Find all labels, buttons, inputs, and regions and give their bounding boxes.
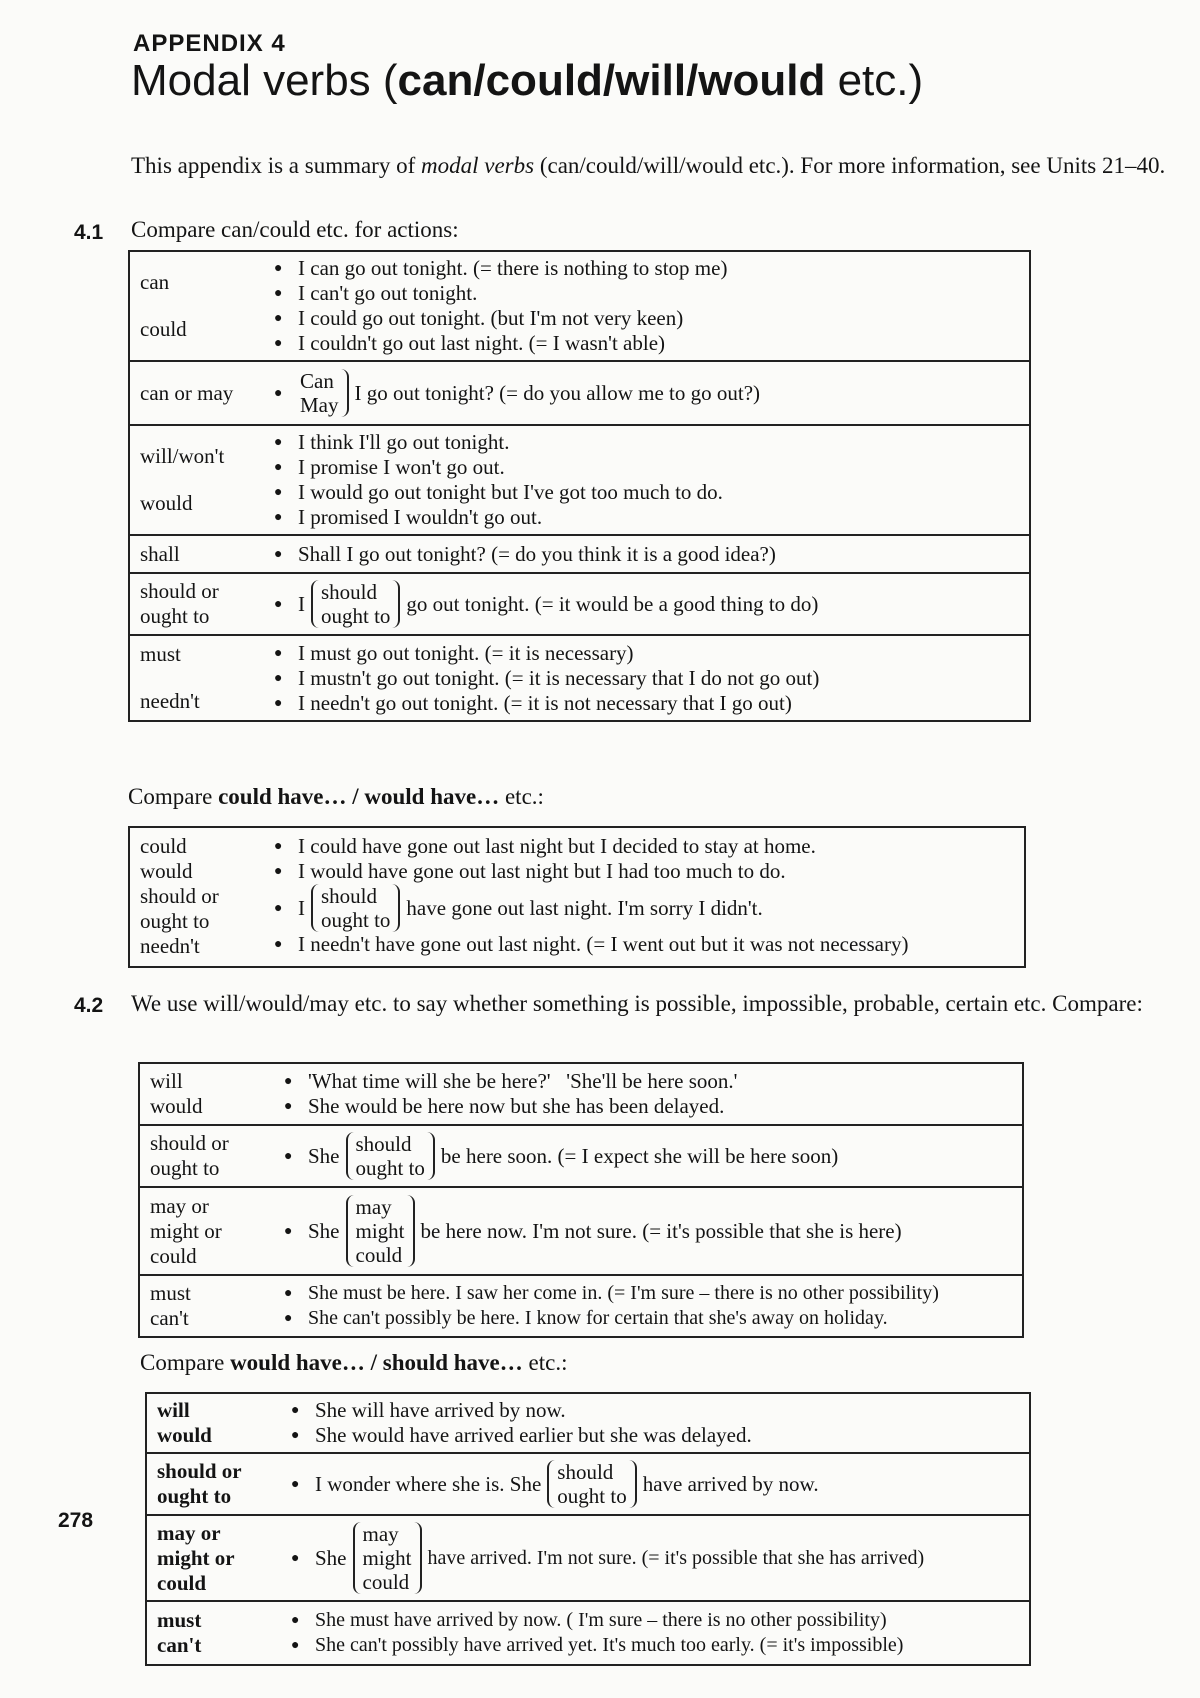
bullet-icon: ● (274, 864, 283, 879)
brace-option: ought to (355, 1156, 425, 1180)
intro-part2: (can/could/will/would etc.). For more information, see Units 21–40. (534, 153, 1166, 178)
example-text: She must have arrived by now. ( I'm sure – there is no other possibility) (315, 1609, 887, 1631)
bullet-icon: ● (274, 695, 283, 711)
example-line (274, 932, 1016, 957)
label-line: can't (150, 1306, 189, 1330)
table-actions (128, 250, 1031, 722)
bullet-icon: ● (274, 460, 283, 475)
example-text: I wonder where she is. She (315, 1471, 542, 1496)
row-examples (266, 635, 1030, 721)
table-row (146, 1393, 1030, 1453)
bullet-icon: ● (274, 546, 283, 562)
bullet-icon: ● (291, 1403, 300, 1418)
example-line (274, 480, 1021, 505)
example-text: have gone out last night. I'm sorry I didn't. (406, 895, 763, 920)
bullet-icon: ● (274, 670, 283, 686)
intro-italic: modal verbs (421, 153, 535, 178)
table-row (146, 1515, 1030, 1601)
row-label (129, 573, 266, 635)
example-text: She (308, 1143, 340, 1168)
row-label (146, 1393, 283, 1453)
example-line (291, 1460, 1021, 1508)
intro-paragraph (131, 150, 1191, 182)
bullet-icon: ● (274, 435, 283, 450)
appendix-label: APPENDIX 4 (133, 30, 286, 57)
example-text: 'What time will she be here?' 'She'll be here soon.' (308, 1069, 738, 1093)
label-line: ought to (157, 1484, 232, 1508)
table-row (129, 535, 1030, 573)
table-row (139, 1275, 1023, 1337)
section-heading-4-2: We use will/would/may etc. to say whether something is possible, impossible, probable, certain etc. Compare: (131, 991, 1143, 1016)
table-row (129, 827, 1025, 967)
example-text: I would go out tonight but I've got too much to do. (298, 480, 723, 504)
label-line: ought to (150, 1156, 220, 1180)
example-line (284, 1306, 1014, 1331)
table-row (146, 1453, 1030, 1515)
table-row (146, 1601, 1030, 1665)
bullet-icon: ● (274, 645, 283, 661)
bullet-icon: ● (274, 286, 283, 301)
brace-option: may (362, 1522, 399, 1546)
example-text: She will have arrived by now. (315, 1398, 566, 1422)
compare-suffix: etc.: (499, 784, 544, 809)
bullet-icon: ● (274, 485, 283, 500)
bullet-icon: ● (274, 261, 283, 276)
row-examples (283, 1601, 1030, 1665)
section-heading-4-1: Compare can/could etc. for actions: (131, 217, 459, 242)
bullet-icon: ● (274, 510, 283, 525)
example-line (284, 1094, 1014, 1119)
table-row (129, 425, 1030, 535)
compare-heading-1 (128, 784, 544, 810)
example-line (274, 691, 1021, 716)
brace-options (311, 580, 400, 628)
row-label (139, 1275, 276, 1337)
title-bold: can/could/will/would (397, 56, 826, 105)
label-line: must (140, 642, 181, 666)
example-text: I go out tonight? (= do you allow me to go out?) (354, 380, 761, 405)
example-line (274, 542, 1021, 567)
page-title (131, 56, 923, 106)
brace-group (311, 580, 400, 628)
example-line (274, 505, 1021, 530)
brace-group (547, 1460, 636, 1508)
bullet-icon: ● (291, 1428, 300, 1443)
table-possibility (138, 1062, 1024, 1338)
bullet-icon: ● (291, 1476, 300, 1492)
brace-group (353, 1522, 422, 1594)
row-label (139, 1063, 276, 1125)
row-label (129, 535, 266, 573)
brace-group (298, 369, 349, 417)
row-label (129, 251, 266, 361)
brace-options (298, 369, 349, 417)
label-line: would (140, 491, 193, 515)
example-text: I (298, 591, 305, 616)
compare-prefix: Compare (140, 1350, 231, 1375)
brace-option: should (355, 1132, 412, 1156)
section-number-4-1: 4.1 (74, 221, 104, 244)
example-text: I can't go out tonight. (298, 281, 478, 305)
label-line: ought to (140, 604, 210, 628)
compare-bold: could have… / would have… (218, 784, 500, 809)
example-line (274, 256, 1021, 281)
bullet-icon: ● (274, 311, 283, 326)
brace-option: ought to (321, 604, 391, 628)
brace-option: should (321, 580, 378, 604)
example-line (284, 1195, 1014, 1267)
example-line (274, 884, 1016, 932)
row-examples (276, 1275, 1023, 1337)
example-line (274, 834, 1016, 859)
table-row (129, 573, 1030, 635)
brace-option: ought to (321, 908, 391, 932)
row-examples (276, 1125, 1023, 1187)
label-line: should or (140, 579, 219, 603)
label-line: could (150, 1243, 197, 1268)
brace-options (547, 1460, 636, 1508)
label-line: could (140, 834, 187, 858)
table-row (129, 361, 1030, 425)
row-label (146, 1515, 283, 1601)
example-line (274, 369, 1021, 417)
example-line (274, 666, 1021, 691)
row-examples (283, 1453, 1030, 1515)
label-line: must (150, 1281, 191, 1305)
example-line (291, 1398, 1021, 1423)
example-line (291, 1608, 1021, 1633)
label-line: would (157, 1423, 212, 1447)
compare-bold: would have… / should have… (230, 1350, 523, 1375)
example-line (274, 859, 1016, 884)
label-spacer (140, 667, 258, 689)
label-line: ought to (140, 909, 210, 933)
brace-options (311, 884, 400, 932)
bullet-icon: ● (291, 1613, 300, 1628)
bullet-icon: ● (274, 839, 283, 854)
row-examples (283, 1515, 1030, 1601)
row-examples (276, 1187, 1023, 1275)
row-examples (266, 535, 1030, 573)
brace-options (353, 1522, 422, 1594)
example-text: She can't possibly be here. I know for certain that she's away on holiday. (308, 1307, 888, 1329)
example-text: be here soon. (= I expect she will be here soon) (440, 1143, 839, 1168)
label-line: would (150, 1094, 203, 1118)
example-text: I can go out tonight. (= there is nothing to stop me) (298, 256, 728, 280)
title-suffix: etc.) (825, 56, 924, 105)
example-text: She must be here. I saw her come in. (= I'm sure – there is no other possibility) (308, 1282, 939, 1304)
label-line: will (150, 1069, 183, 1093)
row-label (139, 1125, 276, 1187)
example-line (274, 281, 1021, 306)
table-row (139, 1125, 1023, 1187)
label-line: may or (150, 1193, 209, 1218)
example-line (274, 430, 1021, 455)
brace-option: should (321, 884, 378, 908)
label-line: needn't (140, 689, 200, 713)
brace-option: may (355, 1195, 392, 1219)
brace-option: could (362, 1570, 410, 1594)
example-text: I couldn't go out last night. (= I wasn't able) (298, 331, 666, 355)
label-line: can (140, 270, 170, 294)
row-examples (266, 251, 1030, 361)
section-number-4-2: 4.2 (74, 994, 104, 1017)
example-line (284, 1281, 1014, 1306)
example-text: She would be here now but she has been delayed. (308, 1094, 725, 1118)
row-label (129, 827, 266, 967)
example-line (274, 306, 1021, 331)
table-row (129, 251, 1030, 361)
label-line: could (157, 1570, 207, 1595)
example-line (291, 1633, 1021, 1658)
label-line: will (157, 1398, 190, 1422)
intro-part1: This appendix is a summary of (131, 153, 422, 178)
example-line (274, 455, 1021, 480)
example-text: I promised I wouldn't go out. (298, 505, 543, 529)
example-text: I needn't have gone out last night. (= I went out but it was not necessary) (298, 932, 909, 956)
bullet-icon: ● (274, 385, 283, 401)
bullet-icon: ● (284, 1223, 293, 1239)
row-label (129, 635, 266, 721)
brace-options (346, 1132, 435, 1180)
label-line: would (140, 859, 193, 883)
example-text: go out tonight. (= it would be a good thing to do) (406, 591, 819, 616)
example-text: I must go out tonight. (= it is necessary) (298, 640, 634, 665)
row-examples (266, 361, 1030, 425)
example-text: She can't possibly have arrived yet. It's much too early. (= it's impossible) (315, 1634, 904, 1656)
bullet-icon: ● (284, 1286, 293, 1301)
label-line: may or (157, 1520, 221, 1545)
example-text: I mustn't go out tonight. (= it is necessary that I do not go out) (298, 665, 820, 690)
brace-option: should (557, 1460, 614, 1484)
table-row (139, 1063, 1023, 1125)
row-label (129, 361, 266, 425)
brace-option: might (355, 1219, 405, 1243)
brace-option: might (362, 1546, 412, 1570)
label-line: can't (157, 1633, 202, 1657)
brace-group (346, 1132, 435, 1180)
brace-option: May (300, 393, 339, 417)
bullet-icon: ● (291, 1638, 300, 1653)
label-spacer (140, 469, 258, 491)
bullet-icon: ● (284, 1311, 293, 1326)
brace-options (346, 1195, 415, 1267)
row-examples (283, 1393, 1030, 1453)
row-label (139, 1187, 276, 1275)
row-examples (266, 827, 1025, 967)
example-text: She would have arrived earlier but she was delayed. (315, 1423, 752, 1447)
row-examples (276, 1063, 1023, 1125)
label-line: might or (157, 1545, 235, 1570)
example-text: She (315, 1545, 347, 1570)
example-text: have arrived by now. (642, 1471, 819, 1496)
brace-group (346, 1195, 415, 1267)
example-text: Shall I go out tonight? (= do you think it is a good idea?) (298, 541, 776, 566)
bullet-icon: ● (284, 1099, 293, 1114)
example-line (284, 1132, 1014, 1180)
page-number: 278 (58, 1509, 94, 1532)
example-text: have arrived. I'm not sure. (= it's possible that she has arrived) (427, 1546, 925, 1569)
label-line: needn't (140, 934, 200, 958)
example-line (274, 641, 1021, 666)
example-text: I would have gone out last night but I had too much to do. (298, 859, 786, 883)
bullet-icon: ● (284, 1148, 293, 1164)
bullet-icon: ● (274, 596, 283, 612)
title-prefix: Modal verbs ( (131, 56, 398, 105)
table-row (129, 635, 1030, 721)
label-line: will/won't (140, 444, 225, 468)
label-line: shall (140, 541, 180, 566)
example-text: I could go out tonight. (but I'm not very keen) (298, 306, 684, 330)
table-would-have (145, 1392, 1031, 1666)
brace-option: could (355, 1243, 403, 1267)
label-line: should or (157, 1459, 242, 1483)
bullet-icon: ● (274, 900, 283, 916)
row-label (146, 1453, 283, 1515)
row-examples (266, 573, 1030, 635)
example-text: I think I'll go out tonight. (298, 430, 510, 454)
table-could-have (128, 826, 1026, 968)
bullet-icon: ● (274, 336, 283, 351)
example-text: I needn't go out tonight. (= it is not necessary that I go out) (298, 690, 792, 715)
label-line: might or (150, 1218, 222, 1243)
label-line: can or may (140, 380, 234, 405)
row-examples (266, 425, 1030, 535)
compare-prefix: Compare (128, 784, 219, 809)
example-line (291, 1423, 1021, 1448)
example-text: I (298, 895, 305, 920)
row-label (129, 425, 266, 535)
label-line: must (157, 1608, 202, 1632)
label-line: should or (150, 1131, 229, 1155)
example-line (274, 580, 1021, 628)
example-line (274, 331, 1021, 356)
example-line (284, 1069, 1014, 1094)
bullet-icon: ● (274, 937, 283, 952)
compare-heading-2 (140, 1350, 567, 1376)
example-text: be here now. I'm not sure. (= it's possible that she is here) (420, 1218, 902, 1243)
brace-option: ought to (557, 1484, 627, 1508)
example-text: She (308, 1218, 340, 1243)
label-line: could (140, 317, 187, 341)
bullet-icon: ● (291, 1550, 300, 1566)
label-spacer (140, 295, 258, 317)
table-row (139, 1187, 1023, 1275)
brace-option: Can (300, 369, 334, 393)
example-line (291, 1522, 1021, 1594)
label-line: should or (140, 884, 219, 908)
brace-group (311, 884, 400, 932)
bullet-icon: ● (284, 1074, 293, 1089)
example-text: I promise I won't go out. (298, 455, 505, 479)
row-label (146, 1601, 283, 1665)
compare-suffix: etc.: (522, 1350, 568, 1375)
example-text: I could have gone out last night but I decided to stay at home. (298, 834, 816, 858)
